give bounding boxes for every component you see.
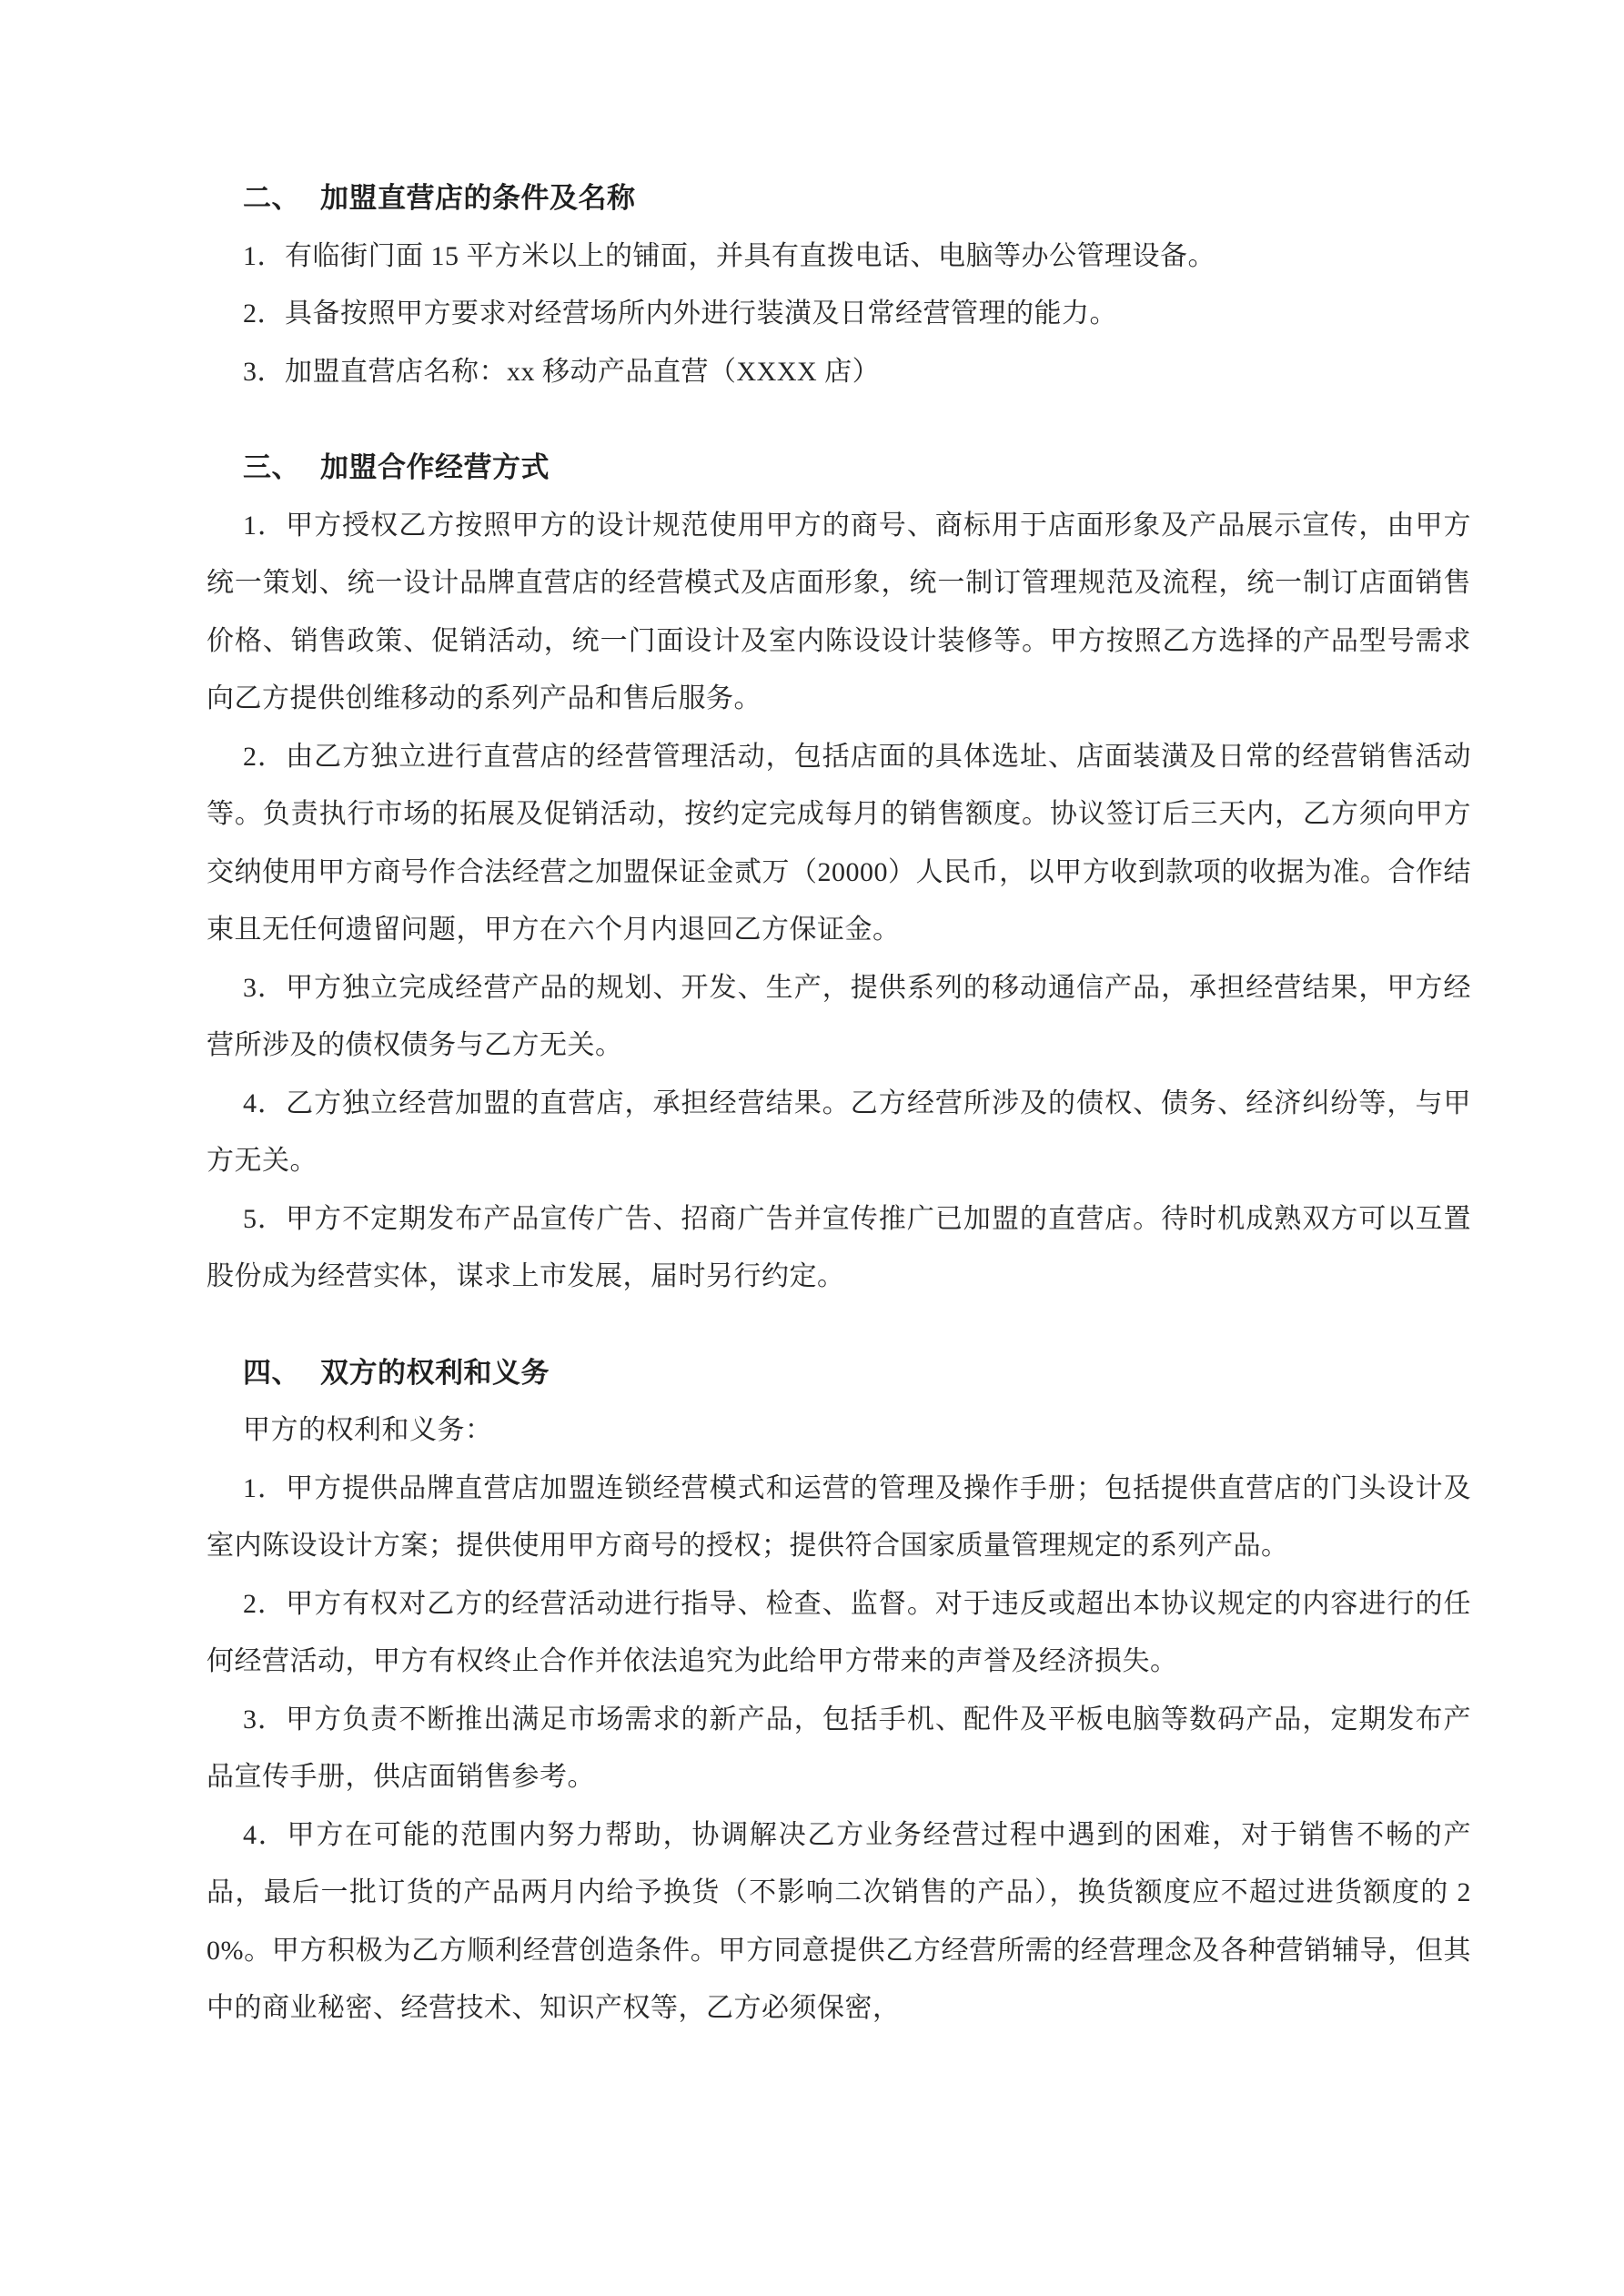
section-title: 双方的权利和义务 [320, 1356, 550, 1389]
contract-section [207, 439, 1471, 1306]
contract-paragraph: 4．甲方在可能的范围内努力帮助，协调解决乙方业务经营过程中遇到的困难，对于销售不畅的产品，最后一批订货的产品两月内给予换货（不影响二次销售的产品），换货额度应不超过进货额度的 20%。甲方积极为乙方顺利经营创造条件。甲方同意提供乙方经营所需的经营理念及各种营销辅导，但其中的商业秘密、经营技术、知识产权等，乙方必须保密， [207, 1819, 1471, 2023]
contract-paragraph: 4．乙方独立经营加盟的直营店，承担经营结果。乙方经营所涉及的债权、债务、经济纠纷等，与甲方无关。 [207, 1087, 1471, 1176]
section-number: 三、 [243, 451, 300, 483]
contract-section [207, 169, 1471, 400]
contract-paragraph: 1．有临街门面 15 平方米以上的铺面，并具有直拨电话、电脑等办公管理设备。 [243, 240, 1215, 271]
section-title: 加盟合作经营方式 [320, 451, 550, 483]
section-number: 二、 [243, 182, 300, 214]
contract-paragraph: 3．甲方负责不断推出满足市场需求的新产品，包括手机、配件及平板电脑等数码产品，定期发布产品宣传手册，供店面销售参考。 [207, 1704, 1471, 1792]
contract-paragraph: 5．甲方不定期发布产品宣传广告、招商广告并宣传推广已加盟的直营店。待时机成熟双方可以互置股份成为经营实体，谋求上市发展，届时另行约定。 [207, 1203, 1471, 1291]
contract-section [207, 1344, 1471, 2038]
contract-paragraph: 3．甲方独立完成经营产品的规划、开发、生产，提供系列的移动通信产品，承担经营结果，甲方经营所涉及的债权债务与乙方无关。 [207, 972, 1471, 1060]
section-heading [207, 1344, 1471, 1402]
section-title: 加盟直营店的条件及名称 [320, 182, 636, 214]
section-number: 四、 [243, 1356, 300, 1389]
contract-paragraph: 3．加盟直营店名称：xx 移动产品直营（XXXX 店） [243, 356, 881, 387]
section-heading [207, 169, 1471, 228]
contract-paragraph: 2．具备按照甲方要求对经营场所内外进行装潢及日常经营管理的能力。 [243, 298, 1117, 329]
contract-paragraph: 1．甲方提供品牌直营店加盟连锁经营模式和运营的管理及操作手册；包括提供直营店的门头设计及室内陈设设计方案；提供使用甲方商号的授权；提供符合国家质量管理规定的系列产品。 [207, 1472, 1471, 1561]
contract-paragraph: 1．甲方授权乙方按照甲方的设计规范使用甲方的商号、商标用于店面形象及产品展示宣传，由甲方统一策划、统一设计品牌直营店的经营模式及店面形象，统一制订管理规范及流程，统一制订店面销售价格、销售政策、促销活动，统一门面设计及室内陈设设计装修等。甲方按照乙方选择的产品型号需求向乙方提供创维移动的系列产品和售后服务。 [207, 510, 1471, 713]
section-heading [207, 439, 1471, 497]
contract-paragraph: 2．由乙方独立进行直营店的经营管理活动，包括店面的具体选址、店面装潢及日常的经营销售活动等。负责执行市场的拓展及促销活动，按约定完成每月的销售额度。协议签订后三天内，乙方须向甲方交纳使用甲方商号作合法经营之加盟保证金贰万（20000）人民币，以甲方收到款项的收据为准。合作结束且无任何遗留问题，甲方在六个月内退回乙方保证金。 [207, 741, 1471, 945]
contract-paragraph: 甲方的权利和义务： [243, 1415, 493, 1445]
contract-paragraph: 2．甲方有权对乙方的经营活动进行指导、检查、监督。对于违反或超出本协议规定的内容进行的任何经营活动，甲方有权终止合作并依法追究为此给甲方带来的声誉及经济损失。 [207, 1588, 1471, 1676]
